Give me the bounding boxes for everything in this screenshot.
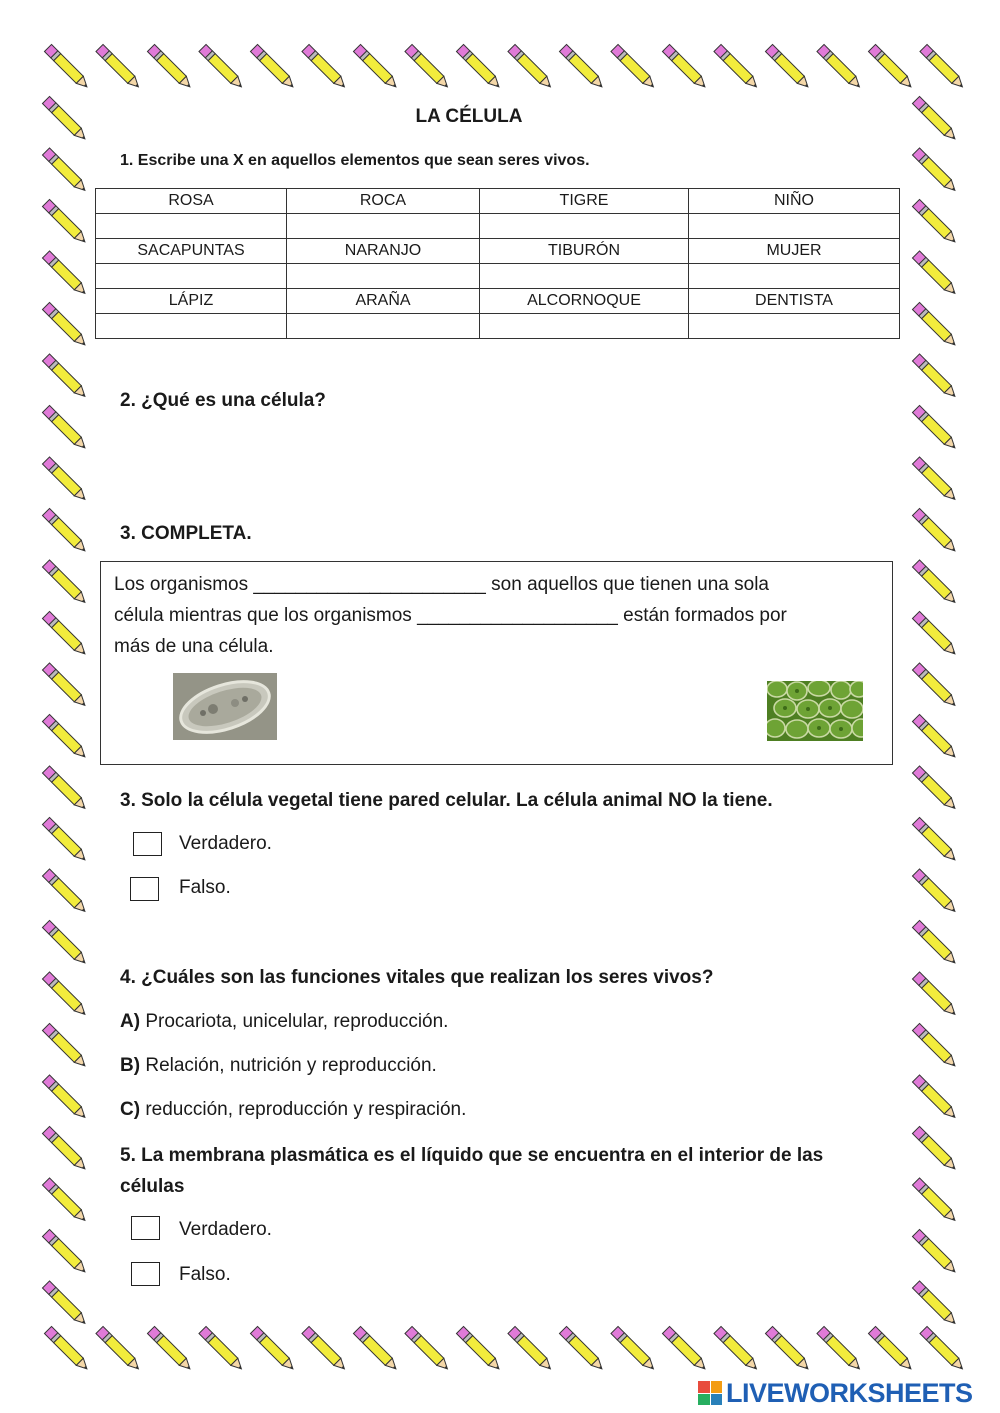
pencil-icon <box>912 1075 958 1121</box>
option-letter: A) <box>120 1011 141 1032</box>
pencil-icon <box>912 354 958 400</box>
pencil-icon <box>353 44 399 90</box>
q3a-prompt: 3. COMPLETA. <box>120 523 252 544</box>
pencil-icon <box>405 44 451 90</box>
q4-prompt: 4. ¿Cuáles son las funciones vitales que realizan los seres vivos? <box>120 967 714 988</box>
q5-true-label: Verdadero. <box>179 1219 272 1240</box>
answer-cell[interactable] <box>287 214 480 239</box>
pencil-icon <box>42 611 88 657</box>
q5-true-checkbox[interactable] <box>131 1216 160 1240</box>
answer-row <box>96 264 900 289</box>
q5-prompt-line1: 5. La membrana plasmática es el líquido que se encuentra en el interior de las <box>120 1145 824 1166</box>
option-letter: C) <box>120 1099 141 1120</box>
complete-line: más de una célula. <box>114 636 274 657</box>
answer-cell[interactable] <box>689 314 900 339</box>
pencil-icon <box>302 1326 348 1372</box>
pencil-icon <box>912 869 958 915</box>
pencil-icon <box>96 1326 142 1372</box>
pencil-icon <box>912 405 958 451</box>
answer-cell[interactable] <box>689 264 900 289</box>
pencil-icon <box>714 44 760 90</box>
answer-cell[interactable] <box>480 314 689 339</box>
pencil-icon <box>42 302 88 348</box>
pencil-icon <box>912 1023 958 1069</box>
pencil-icon <box>42 1126 88 1172</box>
unicellular-organism-image <box>173 673 277 740</box>
pencil-icon <box>817 1326 863 1372</box>
pencil-icon <box>405 1326 451 1372</box>
pencil-icon <box>662 44 708 90</box>
pencil-icon <box>912 508 958 554</box>
q4-option-c[interactable] <box>120 1099 466 1121</box>
table-cell: ROCA <box>287 189 480 214</box>
pencil-icon <box>817 44 863 90</box>
pencil-icon <box>912 1229 958 1275</box>
table-cell: ARAÑA <box>287 289 480 314</box>
pencil-icon <box>912 1126 958 1172</box>
pencil-icon <box>42 920 88 966</box>
pencil-icon <box>765 44 811 90</box>
pencil-icon <box>912 1178 958 1224</box>
option-text: Relación, nutrición y reproducción. <box>140 1055 437 1076</box>
pencil-icon <box>353 1326 399 1372</box>
pencil-icon <box>611 44 657 90</box>
pencil-icon <box>42 508 88 554</box>
pencil-icon <box>42 817 88 863</box>
pencil-icon <box>868 44 914 90</box>
q2-prompt: 2. ¿Qué es una célula? <box>120 390 326 411</box>
pencil-icon <box>765 1326 811 1372</box>
pencil-icon <box>42 1178 88 1224</box>
complete-line: célula mientras que los organismos ___________________ están formados por <box>114 605 787 626</box>
q3b-false-checkbox[interactable] <box>130 877 159 901</box>
pencil-icon <box>920 44 966 90</box>
pencil-icon <box>42 405 88 451</box>
answer-row <box>96 214 900 239</box>
pencil-icon <box>714 1326 760 1372</box>
table-row <box>96 189 900 214</box>
table-cell: TIBURÓN <box>480 239 689 264</box>
pencil-icon <box>912 1281 958 1327</box>
pencil-icon <box>42 1229 88 1275</box>
answer-row <box>96 314 900 339</box>
pencil-icon <box>42 251 88 297</box>
pencil-icon <box>912 199 958 245</box>
pencil-icon <box>302 44 348 90</box>
pencil-icon <box>912 920 958 966</box>
pencil-icon <box>920 1326 966 1372</box>
table-cell: MUJER <box>689 239 900 264</box>
pencil-icon <box>912 611 958 657</box>
pencil-icon <box>199 1326 245 1372</box>
pencil-icon <box>42 972 88 1018</box>
pencil-icon <box>42 1023 88 1069</box>
pencil-icon <box>662 1326 708 1372</box>
complete-line: Los organismos ______________________ son aquellos que tienen una sola <box>114 574 769 595</box>
pencil-icon <box>42 560 88 606</box>
pencil-icon <box>912 714 958 760</box>
pencil-icon <box>42 663 88 709</box>
table-cell: NIÑO <box>689 189 900 214</box>
q3b-prompt: 3. Solo la célula vegetal tiene pared celular. La célula animal NO la tiene. <box>120 790 773 811</box>
pencil-icon <box>96 44 142 90</box>
pencil-icon <box>912 766 958 812</box>
table-cell: TIGRE <box>480 189 689 214</box>
q1-prompt: 1. Escribe una X en aquellos elementos que sean seres vivos. <box>120 152 590 169</box>
pencil-icon <box>42 457 88 503</box>
q3b-false-label: Falso. <box>179 877 231 898</box>
table-cell: DENTISTA <box>689 289 900 314</box>
q2-answer-area[interactable] <box>120 420 890 500</box>
q5-false-label: Falso. <box>179 1264 231 1285</box>
pencil-icon <box>147 44 193 90</box>
pencil-icon <box>912 972 958 1018</box>
table-row <box>96 289 900 314</box>
complete-paragraph <box>114 569 874 662</box>
q5-prompt-line2: células <box>120 1176 185 1197</box>
pencil-icon <box>868 1326 914 1372</box>
pencil-icon <box>912 817 958 863</box>
answer-cell[interactable] <box>689 214 900 239</box>
pencil-icon <box>42 199 88 245</box>
pencil-icon <box>611 1326 657 1372</box>
pencil-icon <box>912 663 958 709</box>
page-title: LA CÉLULA <box>415 106 523 127</box>
pencil-icon <box>912 148 958 194</box>
pencil-icon <box>456 44 502 90</box>
multicellular-tissue-image <box>767 681 863 741</box>
liveworksheets-logo <box>698 1376 973 1410</box>
pencil-icon <box>44 1326 90 1372</box>
pencil-icon <box>42 766 88 812</box>
pencil-icon <box>456 1326 502 1372</box>
pencil-icon <box>250 44 296 90</box>
living-things-table <box>95 188 900 339</box>
pencil-icon <box>559 44 605 90</box>
q5-false-checkbox[interactable] <box>131 1262 160 1286</box>
pencil-icon <box>147 1326 193 1372</box>
table-cell: ALCORNOQUE <box>480 289 689 314</box>
answer-cell[interactable] <box>287 314 480 339</box>
pencil-icon <box>42 1075 88 1121</box>
option-text: Procariota, unicelular, reproducción. <box>140 1011 449 1032</box>
q3b-true-checkbox[interactable] <box>133 832 162 856</box>
pencil-icon <box>42 869 88 915</box>
pencil-icon <box>912 251 958 297</box>
table-cell: LÁPIZ <box>96 289 287 314</box>
table-cell: SACAPUNTAS <box>96 239 287 264</box>
pencil-icon <box>44 44 90 90</box>
logo-mark-icon <box>698 1381 722 1405</box>
pencil-icon <box>42 1281 88 1327</box>
option-letter: B) <box>120 1055 141 1076</box>
answer-cell[interactable] <box>287 264 480 289</box>
answer-cell[interactable] <box>96 214 287 239</box>
answer-cell[interactable] <box>96 314 287 339</box>
pencil-icon <box>42 354 88 400</box>
pencil-icon <box>912 302 958 348</box>
pencil-icon <box>559 1326 605 1372</box>
pencil-icon <box>42 148 88 194</box>
answer-cell[interactable] <box>480 214 689 239</box>
answer-cell[interactable] <box>96 264 287 289</box>
option-text: reducción, reproducción y respiración. <box>140 1099 467 1120</box>
table-cell: NARANJO <box>287 239 480 264</box>
q4-option-b[interactable] <box>120 1055 437 1077</box>
pencil-icon <box>912 560 958 606</box>
table-cell: ROSA <box>96 189 287 214</box>
pencil-icon <box>250 1326 296 1372</box>
brand-name: LIVEWORKSHEETS <box>726 1377 973 1408</box>
pencil-icon <box>42 714 88 760</box>
pencil-icon <box>199 44 245 90</box>
pencil-icon <box>508 44 554 90</box>
table-row <box>96 239 900 264</box>
pencil-icon <box>508 1326 554 1372</box>
q4-option-a[interactable] <box>120 1011 448 1033</box>
q3b-true-label: Verdadero. <box>179 833 272 854</box>
answer-cell[interactable] <box>480 264 689 289</box>
pencil-icon <box>912 457 958 503</box>
